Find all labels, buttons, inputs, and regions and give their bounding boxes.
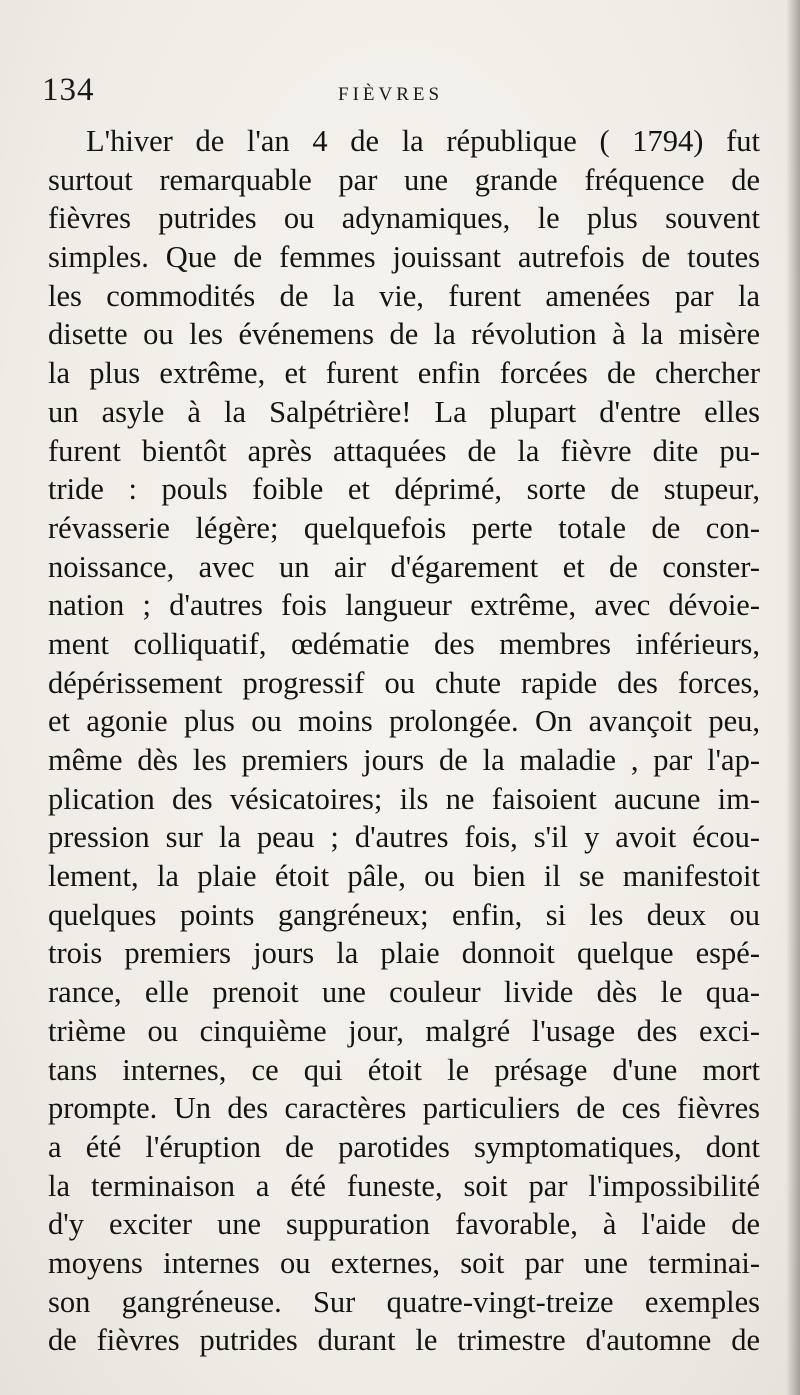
text-line: même dès les premiers jours de la maladie , par l'ap- xyxy=(48,743,760,777)
text-line: et agonie plus ou moins prolongée. On avançoit peu, xyxy=(48,704,760,739)
text-line: révasserie légère; quelquefois perte totale de con- xyxy=(48,510,760,545)
text-line: rance, elle prenoit une couleur livide dès le qua- xyxy=(48,975,760,1010)
text-line: les commodités de la vie, furent amenées par la xyxy=(48,278,760,313)
text-line: trième ou cinquième jour, malgré l'usage des exci- xyxy=(48,1013,760,1048)
text-line: d'y exciter une suppuration favorable, à l'aide de xyxy=(48,1207,760,1242)
text-line: quelques points gangréneux; enfin, si les deux ou xyxy=(48,897,760,932)
text-line: a été l'éruption de parotides symptomatiques, dont xyxy=(48,1129,760,1164)
text-line: tans internes, ce qui étoit le présage d'une mort xyxy=(48,1052,760,1087)
page-number: 134 xyxy=(42,72,95,108)
text-line: dépérissement progressif ou chute rapide des forces, xyxy=(48,665,760,700)
text-line: son gangréneuse. Sur quatre-vingt-treize exemples xyxy=(48,1284,760,1319)
page-edge-shadow xyxy=(786,0,800,1395)
running-head xyxy=(42,72,762,112)
text-line: noissance, avec un air d'égarement et de conster- xyxy=(48,549,760,584)
text-line: de fièvres putrides durant le trimestre d'automne de xyxy=(48,1323,760,1358)
text-line: moyens internes ou externes, soit par une terminai- xyxy=(48,1245,760,1280)
running-title: FIÈVRES xyxy=(338,84,444,105)
text-line: fièvres putrides ou adynamiques, le plus souvent xyxy=(48,201,760,236)
text-line: prompte. Un des caractères particuliers de ces fièvres xyxy=(48,1091,760,1126)
text-line: tride : pouls foible et déprimé, sorte de stupeur, xyxy=(48,472,760,507)
text-line: la plus extrême, et furent enfin forcées de chercher xyxy=(48,356,760,391)
text-line: plication des vésicatoires; ils ne faisoient aucune im- xyxy=(48,781,760,816)
text-line: nation ; d'autres fois langueur extrême, avec dévoie- xyxy=(48,588,760,623)
text-line: simples. Que de femmes jouissant autrefois de toutes xyxy=(48,240,760,275)
text-line: surtout remarquable par une grande fréquence de xyxy=(48,162,760,197)
text-line: pression sur la peau ; d'autres fois, s'il y avoit écou- xyxy=(48,820,760,855)
text-line: lement, la plaie étoit pâle, ou bien il se manifestoit xyxy=(48,859,760,894)
body-paragraph xyxy=(48,122,760,1360)
text-line: la terminaison a été funeste, soit par l'impossibilité xyxy=(48,1168,760,1203)
text-line: trois premiers jours la plaie donnoit quelque espé- xyxy=(48,936,760,971)
text-line: un asyle à la Salpétrière! La plupart d'entre elles xyxy=(48,394,760,429)
text-line: L'hiver de l'an 4 de la république ( 1794) fut xyxy=(86,124,760,158)
text-line: ment colliquatif, œdématie des membres inférieurs, xyxy=(48,626,760,661)
text-line: furent bientôt après attaquées de la fièvre dite pu- xyxy=(48,433,760,468)
text-line: disette ou les événemens de la révolution à la misère xyxy=(48,317,760,352)
